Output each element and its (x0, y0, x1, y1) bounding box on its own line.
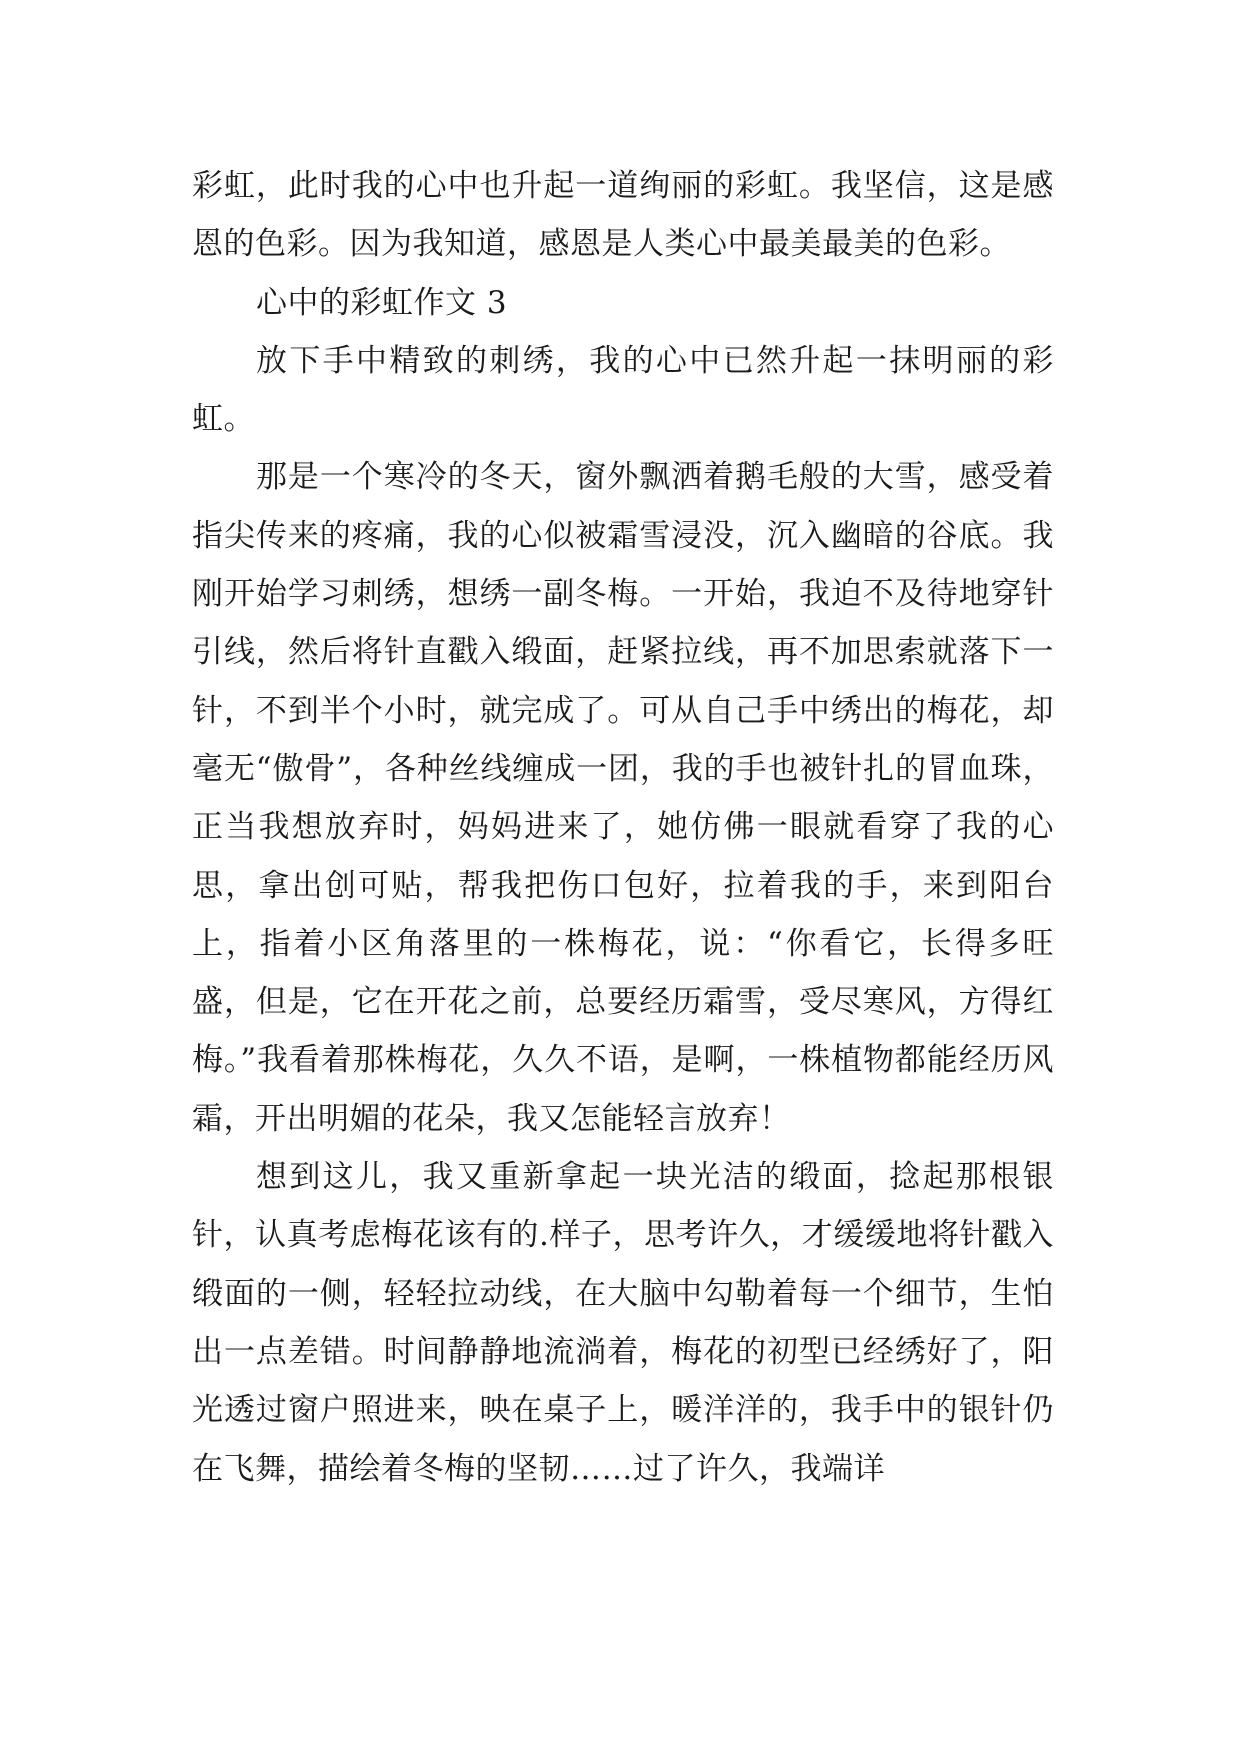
document-body (192, 157, 1054, 1498)
section-title: 心中的彩虹作文 3 (256, 284, 508, 321)
continuation-paragraph: 彩虹，此时我的心中也升起一道绚丽的彩虹。我坚信，这是感恩的色彩。因为我知道，感恩是人类心中最美最美的色彩。 (192, 168, 1054, 263)
paragraph-3: 想到这儿，我又重新拿起一块光洁的缎面，捻起那根银针，认真考虑梅花该有的.样子，思考许久，才缓缓地将针戳入缎面的一侧，轻轻拉动线，在大脑中勾勒着每一个细节，生怕出一点差错。时间静静地流淌着，梅花的初型已经绣好了，阳光透过窗户照进来，映在桌子上，暖洋洋的，我手中的银针仍在飞舞，描绘着冬梅的坚韧……过了许久，我端详 (192, 1159, 1054, 1487)
paragraph-1: 放下手中精致的刺绣，我的心中已然升起一抹明丽的彩虹。 (192, 342, 1054, 438)
paragraph-2: 那是一个寒冷的冬天，窗外飘洒着鹅毛般的大雪，感受着指尖传来的疼痛，我的心似被霜雪浸没，沉入幽暗的谷底。我刚开始学习刺绣，想绣一副冬梅。一开始，我迫不及待地穿针引线，然后将针直戳入缎面，赶紧拉线，再不加思索就落下一针，不到半个小时，就完成了。可从自己手中绣出的梅花，却毫无“傲骨”，各种丝线缠成一团，我的手也被针扎的冒血珠，正当我想放弃时，妈妈进来了，她仿佛一眼就看穿了我的心思，拿出创可贴，帮我把伤口包好，拉着我的手，来到阳台上，指着小区角落里的一株梅花，说：“你看它，长得多旺盛，但是，它在开花之前，总要经历霜雪，受尽寒风，方得红梅。”我看着那株梅花，久久不语，是啊，一株植物都能经历风霜，开出明媚的花朵，我又怎能轻言放弃！ (192, 459, 1054, 1137)
